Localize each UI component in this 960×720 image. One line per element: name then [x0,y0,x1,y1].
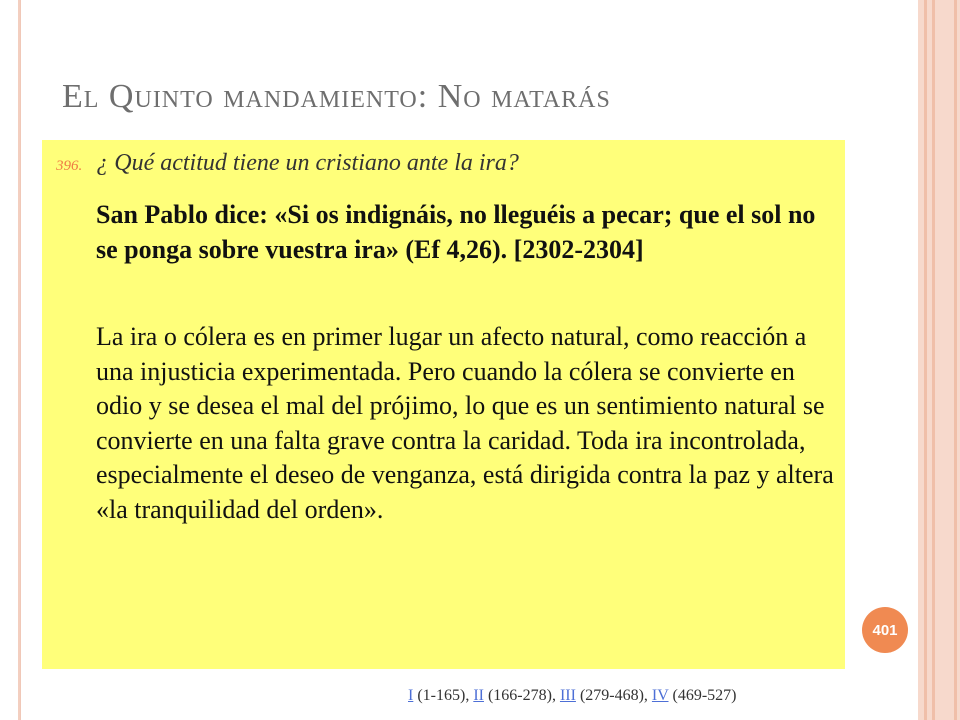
question-number: 396. [56,158,83,174]
nav-range-part-1: (1-165), [413,687,474,704]
nav-range-part-3: (279-468), [575,687,652,704]
nav-range-part-4: (469-527) [668,687,737,704]
nav-link-part-1[interactable]: I [408,687,414,704]
slide-frame-right [918,0,960,720]
slide-frame-left-line [18,0,20,720]
nav-link-part-3[interactable]: III [559,687,576,704]
answer-quote-paragraph: San Pablo dice: «Si os indignáis, no lleguéis a pecar; que el sol no se ponga sobre vuestra ira» (Ef 4,26). [2302-2304] [96,200,816,264]
frame-stripe [954,0,957,720]
nav-range-part-2: (166-278), [483,687,560,704]
nav-link-part-2[interactable]: II [473,687,484,704]
nav-link-part-4[interactable]: IV [651,687,669,704]
frame-stripe [932,0,935,720]
frame-stripe [924,0,927,720]
question-text: ¿ Qué actitud tiene un cristiano ante la ira? [96,150,519,176]
answer-explanation-paragraph: La ira o cólera es en primer lugar un afecto natural, como reacción a una injusticia experimentada. Pero cuando la cólera se convierte en odio y se desea el mal del prójimo, lo que es un sentimiento natural se convierte en una falta grave contra la caridad. Toda ira incontrolada, especialmente el deseo de venganza, está dirigida contra la paz y altera «la tranquilidad del orden». [96,322,834,524]
page-number-badge: 401 [862,607,908,653]
slide-title: El Quinto mandamiento: No matarás [62,78,611,115]
question-line [56,150,846,177]
footer-section-nav [408,687,858,705]
